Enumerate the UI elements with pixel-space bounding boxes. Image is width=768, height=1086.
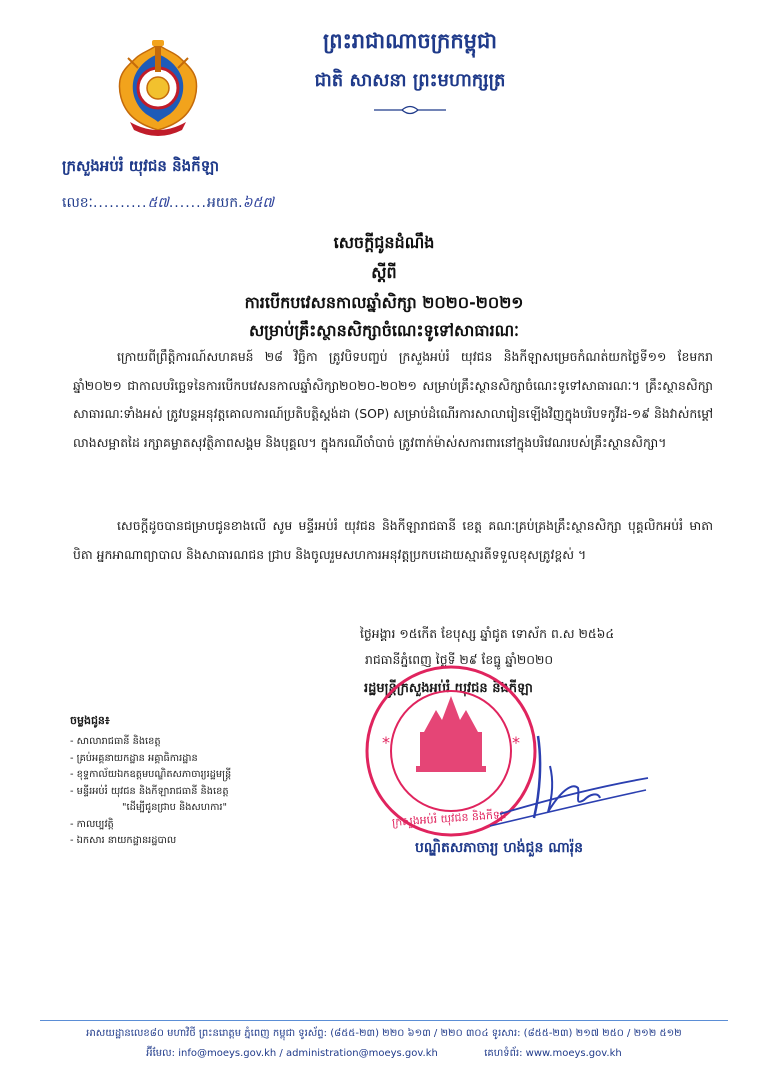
ministry-name: ក្រសួងអប់រំ យុវជន និងកីឡា bbox=[62, 157, 220, 175]
cc-item: - កាលប្បវត្តិ bbox=[70, 818, 114, 830]
footer-website[interactable]: www.moeys.gov.kh bbox=[525, 1048, 622, 1059]
footer-website-label: គេហទំព័រ: bbox=[484, 1048, 523, 1059]
reference-label: លេខៈ bbox=[62, 195, 93, 211]
footer-email[interactable]: info@moeys.gov.kh / administration@moeys.gov.kh bbox=[178, 1048, 438, 1059]
reference-number: លេខៈ..........៥៧.......អយក.៦៥៧ bbox=[62, 195, 274, 211]
footer-address: អាសយដ្ឋានលេខ៨០ មហាវិថី ព្រះនរោត្តម ភ្នំពេញ កម្ពុជា ទូរស័ព្ទ: (៨៥៥-២៣) ២២០ ៦១៣ / ២២០ ៣០៤ ទូរសារ: (៨៥៥-២៣) ២១៧ ២៥០ / ២១២ ៥១២ bbox=[86, 1028, 682, 1039]
reference-number-value: ៥៧ bbox=[147, 195, 169, 211]
motto-ornament bbox=[372, 100, 448, 110]
notice-subject: ការបើកបវេសនកាលឆ្នាំសិក្សា ២០២០-២០២១ bbox=[244, 293, 524, 312]
notice-audience: សម្រាប់គ្រឹះស្ថានសិក្សាចំណេះទូទៅសាធារណៈ bbox=[248, 321, 520, 340]
national-motto: ជាតិ សាសនា ព្រះមហាក្សត្រ bbox=[314, 70, 506, 91]
svg-text:*: * bbox=[512, 733, 520, 752]
cc-list bbox=[70, 734, 231, 850]
cc-item: - ឯកសារ នាយកដ្ឋានរដ្ឋបាល bbox=[70, 835, 177, 846]
reference-code-value: ៦៥៧ bbox=[242, 195, 274, 211]
body-paragraph-1-text: ក្រោយពីព្រឹត្តិការណ៍សហគមន៍ ២៨ វិច្ឆិកា ត្រូវបិទបញ្ចប់ ក្រសួងអប់រំ យុវជន និងកីឡាសម្រេចកំណត់យកថ្ងៃទី១១ ខែមករា ឆ្នាំ២០២១ ជាកាលបរិច្ឆេទនៃការបើកបវេសនកាលឆ្នាំសិក្សា២០២០-២០២១ សម្រាប់គ្រឹះស្ថានសិក្សាចំណេះទូទៅសាធារណៈ។ គ្រឹះស្ថានសិក្សាសាធារណៈទាំងអស់ ត្រូវបន្តអនុវត្តគោលការណ៍ប្រតិបត្តិស្តង់ដា (SOP) សម្រាប់ដំណើរការសាលារៀនឡើងវិញក្នុងបរិបទកូវីដ-១៩ និងវាស់កម្ដៅ លាងសម្អាតដៃ រក្សាគម្លាតសុវត្ថិភាពសង្គម និងបុគ្គល។ ក្នុងករណីចាំបាច់ ត្រូវពាក់ម៉ាស់សការពារនៅក្នុងបរិវេណរបស់គ្រឹះស្ថានសិក្សា។ bbox=[73, 349, 713, 450]
stamp-text: ក្រសួងអប់រំ យុវជន និងកីឡា bbox=[391, 808, 507, 829]
cc-item: - គ្រប់អគ្គនាយកដ្ឋាន អគ្គាធិការដ្ឋាន bbox=[70, 752, 198, 764]
svg-text:*: * bbox=[382, 733, 390, 752]
ministry-emblem bbox=[108, 38, 208, 138]
footer-divider bbox=[40, 1020, 728, 1021]
body-paragraph-2-text: សេចក្ដីដូចបានជម្រាបជូនខាងលើ សូម មន្ទីរអប់រំ យុវជន និងកីឡារាជធានី ខេត្ត គណៈគ្រប់គ្រងគ្រឹះស្ថានសិក្សា បុគ្គលិកអប់រំ មាតាបិតា អ្នកអាណាព្យាបាល និងសាធារណជន ជ្រាប និងចូលរួមសហការអនុវត្តប្រកបដោយស្មារតីទទួលខុសត្រូវខ្ពស់ ។ bbox=[73, 518, 713, 562]
reference-code-label: អយក. bbox=[207, 195, 243, 211]
cc-item: - ខុទ្ទកាល័យឯកឧត្តមបណ្ឌិតសភាចារ្យរដ្ឋមន្ត្រី bbox=[70, 769, 232, 780]
cc-item-note: "ដើម្បីជូនជ្រាប និងសហការ" bbox=[122, 802, 228, 813]
cc-item: - សាលារាជធានី និងខេត្ត bbox=[70, 736, 161, 747]
footer-email-label: អ៊ីមែល: bbox=[146, 1048, 176, 1059]
signer-position: រដ្ឋមន្ត្រីក្រសួងអប់រំ យុវជន និងកីឡា bbox=[364, 681, 533, 696]
kingdom-name: ព្រះរាជាណាចក្រកម្ពុជា bbox=[322, 29, 497, 53]
lunar-date: ថ្ងៃអង្គារ ១៥កើត ខែបុស្ស ឆ្នាំជូត ទោស័ក ព.ស ២៥៦៤ bbox=[360, 626, 615, 641]
handwritten-signature bbox=[480, 722, 650, 832]
body-paragraph-1 bbox=[73, 343, 713, 457]
notice-title: សេចក្ដីជូនដំណឹង bbox=[333, 233, 435, 252]
cc-item: - មន្ទីរអប់រំ យុវជន និងកីឡារាជធានី និងខេត្ត bbox=[70, 785, 229, 797]
body-paragraph-2 bbox=[73, 512, 713, 569]
solar-date: រាជធានីភ្នំពេញ ថ្ងៃទី ២៩ ខែធ្នូ ឆ្នាំ២០២០ bbox=[365, 652, 554, 667]
notice-subject-label: ស្ដីពី bbox=[371, 263, 397, 282]
cc-title: ចម្លងជូន៖ bbox=[70, 714, 110, 727]
signer-name: បណ្ឌិតសភាចារ្យ ហង់ជួន ណារ៉ុន bbox=[415, 840, 584, 856]
footer-contacts bbox=[0, 1046, 768, 1061]
